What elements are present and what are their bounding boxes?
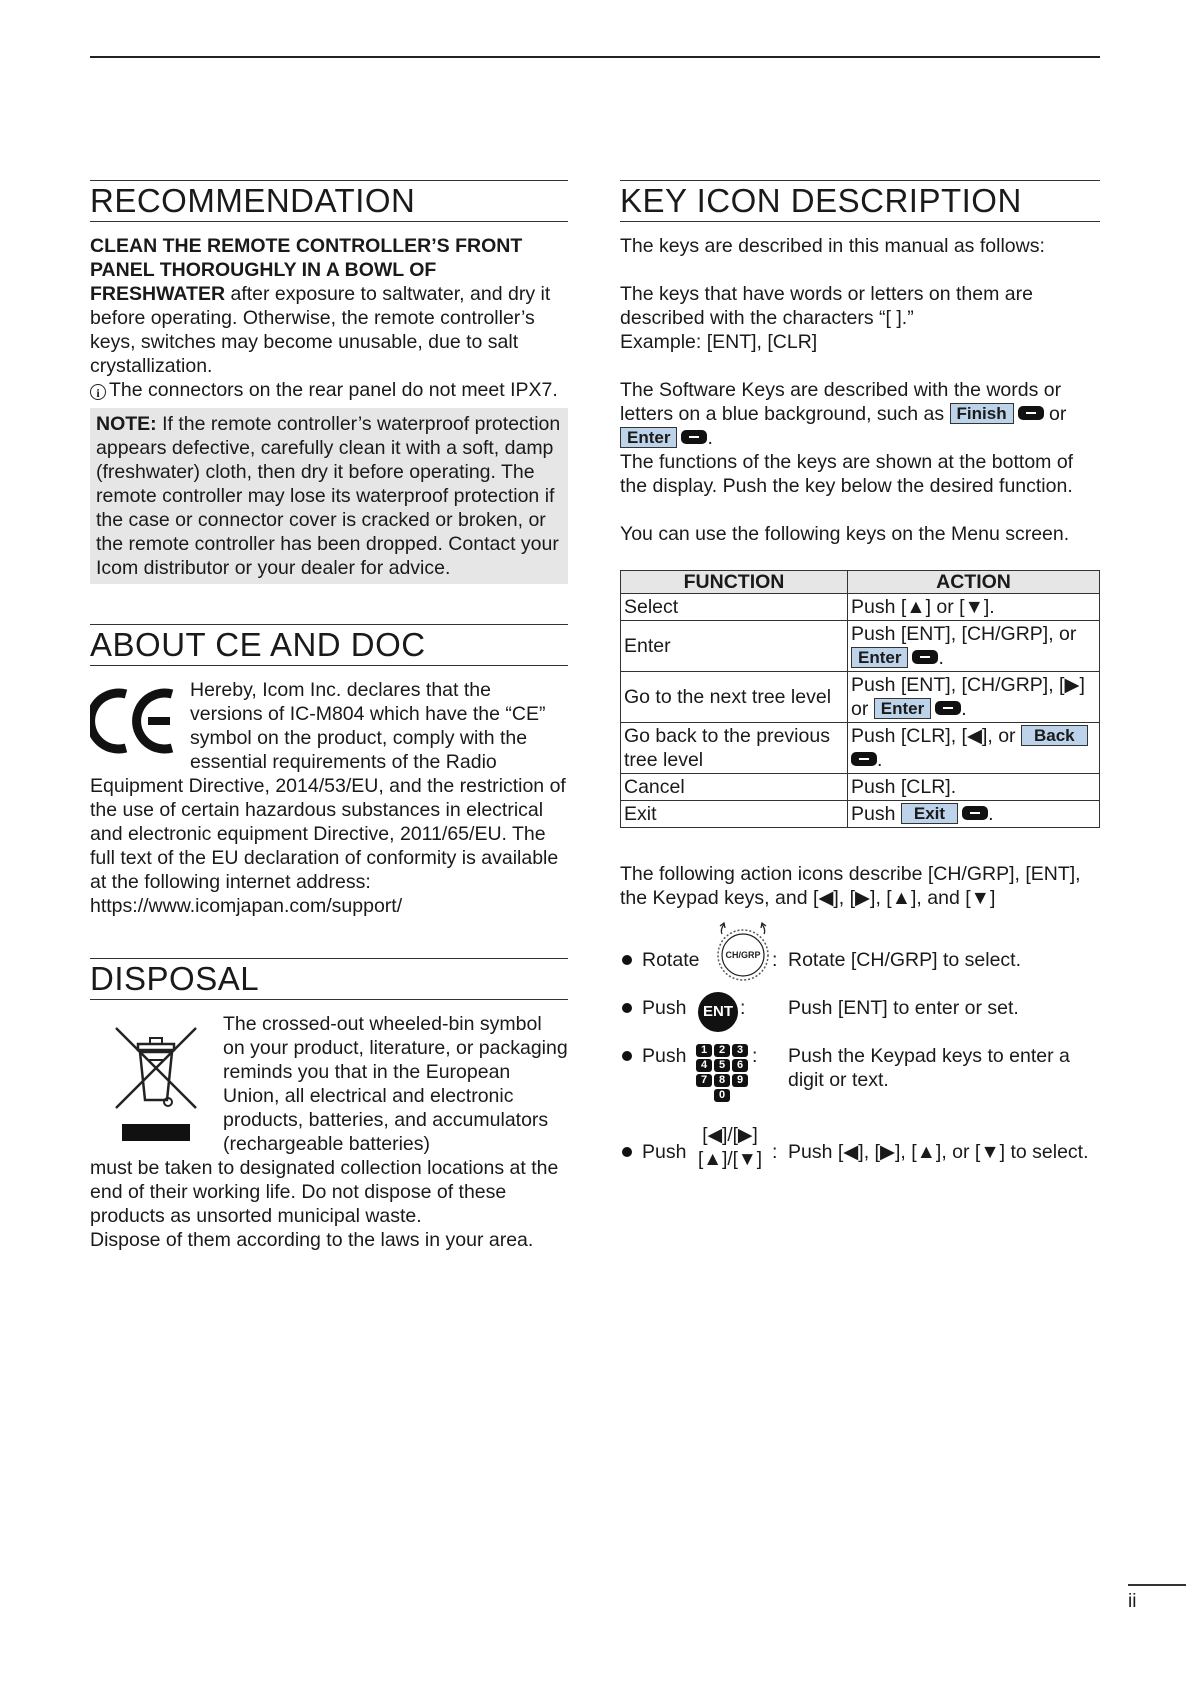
functions-para: The functions of the keys are shown at the bottom of the display. Push the key below the desired function. [620,451,1074,497]
note-text: If the remote controller’s waterproof protection appears defective, carefully clean it with a soft, damp (freshwater) cloth, then dry it before operating. The remote controller may lose its waterproof protection if the case or connector cover is cracked or broken, or the remote controller has been dropped. Contact your Icom distributor or your dealer for advice. [96,413,561,579]
ch-grp-dial-icon [710,920,776,986]
software-key-back: Back [1021,725,1088,746]
ent-key-icon: ENT [698,992,738,1032]
table-row: Cancel Push [CLR]. [621,774,1100,801]
ce-block [90,678,568,774]
note-box [90,408,568,584]
page-number: ii [1128,1591,1137,1612]
software-keys-para: The Software Keys are described with the words or letters on a blue background, such as Finish or Enter . [620,379,1067,449]
table-row: Exit Push Exit . [621,801,1100,828]
minus-key-icon [912,650,938,664]
bullet-icon [622,955,632,965]
recommendation-text: after exposure to saltwater, and dry it before operating. Otherwise, the remote controller’s keys, switches may become unusable, due to salt crystallization. [90,283,551,377]
recommendation-body [90,234,568,378]
ce-heading: ABOUT CE AND DOC [90,624,568,666]
bullet-icon [622,1147,632,1157]
ipx7-info [90,378,568,402]
software-key-enter: Enter [620,427,677,448]
ce-text-indented: Hereby, Icom Inc. declares that the versions of IC-M804 which have the “CE” symbol on the product, comply with the essential requirements of the Radio [190,679,546,773]
note-label: NOTE: [96,413,157,435]
list-item: Push 1 2 3 4 5 6 7 8 9 0 : Push the Keypad keys to enter a digit or text. [620,1044,1100,1140]
table-header-function: FUNCTION [621,571,848,594]
software-key-enter: Enter [874,698,931,719]
example-text: Example: [ENT], [CLR] [620,331,818,353]
bullet-icon [622,1051,632,1061]
right-column [620,180,1100,1188]
list-item: Push [◀]/[▶] [▲]/[▼] : Push [◀], [▶], [▲], or [▼] to select. [620,1140,1100,1188]
disposal-text-last: Dispose of them according to the laws in your area. [90,1229,534,1251]
disposal-text: must be taken to designated collection locations at the end of their working life. Do not dispose of these products as unsorted municipal waste. [90,1157,559,1227]
left-column [90,180,568,1252]
table-row: Select Push [▲] or [▼]. [621,594,1100,621]
ce-url-link[interactable]: https://www.icomjapan.com/support/ [90,895,403,917]
action-icons-para: The following action icons describe [CH/GRP], [ENT], the Keypad keys, and [◀], [▶], [▲], and [▼] [620,863,1081,909]
disposal-block [90,1012,568,1156]
minus-key-icon [681,430,707,444]
software-key-enter: Enter [851,647,908,668]
recommendation-heading: RECOMMENDATION [90,180,568,222]
words-para: The keys that have words or letters on them are described with the characters “[ ].” [620,283,1033,329]
software-key-finish: Finish [950,403,1014,424]
key-intro: The keys are described in this manual as follows: [620,235,1045,257]
recommendation-bold-lead: CLEAN THE REMOTE CONTROLLER’S FRONT PANEL THOROUGHLY IN A BOWL OF FRESHWATER [90,235,523,305]
table-row: Go to the next tree level Push [ENT], [CH/GRP], [▶] or Enter . [621,672,1100,723]
disposal-heading: DISPOSAL [90,958,568,1000]
minus-key-icon [935,701,961,715]
ce-mark-icon [90,688,180,754]
ce-text: Equipment Directive, 2014/53/EU, and the restriction of the use of certain hazardous substances in electrical and electronic equipment Directive, 2011/65/EU. The full text of the EU declaration of conformity is available at the following internet address: [90,775,566,893]
arrow-keys-icon: [◀]/[▶] [▲]/[▼] [697,1125,762,1170]
table-row: Go back to the previous tree level Push [CLR], [◀], or Back . [621,723,1100,774]
ipx7-info-text: The connectors on the rear panel do not meet IPX7. [109,379,558,401]
table-header-action: ACTION [848,571,1100,594]
minus-key-icon [851,752,877,766]
disposal-text-indented: The crossed-out wheeled-bin symbol on your product, literature, or packaging reminds you that in the European Union, all electrical and electronic products, batteries, and accumulators (rechargeable batteries) [223,1013,568,1155]
header-rule [90,56,1100,58]
table-row: Enter Push [ENT], [CH/GRP], or Enter . [621,621,1100,672]
menu-para: You can use the following keys on the Menu screen. [620,523,1070,545]
menu-keys-table [620,570,1100,828]
crossed-bin-icon [112,1022,200,1150]
list-item: Rotate CH/GRP : Rotate [CH/GRP] to select. [620,948,1100,996]
software-key-exit: Exit [901,803,958,824]
keypad-icon: 1 2 3 4 5 6 7 8 9 0 [696,1044,748,1104]
minus-key-icon [1018,406,1044,420]
info-icon: i [90,384,106,400]
action-icon-list [620,948,1100,1188]
list-item: Push ENT : Push [ENT] to enter or set. [620,996,1100,1044]
key-icon-heading: KEY ICON DESCRIPTION [620,180,1100,222]
footer-rule [1128,1584,1186,1586]
minus-key-icon [962,806,988,820]
bullet-icon [622,1003,632,1013]
svg-text:CH/GRP: CH/GRP [725,950,761,960]
